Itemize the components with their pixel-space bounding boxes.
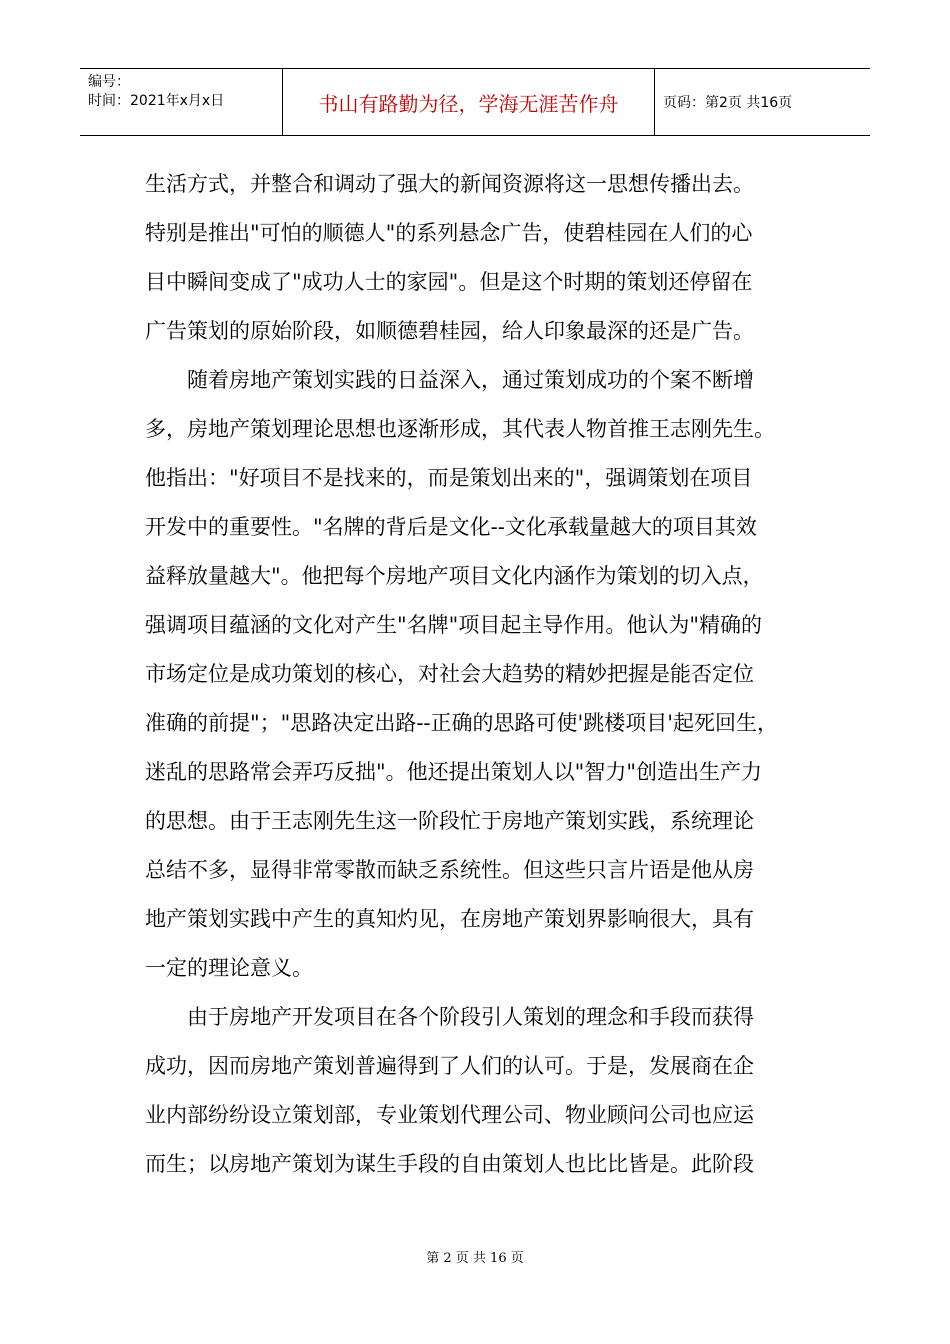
text-line: 总结不多，显得非常零散而缺乏系统性。但这些只言片语是他从房 (145, 858, 754, 882)
text-line: 的思想。由于王志刚先生这一阶段忙于房地产策划实践，系统理论 (145, 809, 754, 833)
header-meta (80, 69, 283, 135)
page-footer: 第 2 页 共 16 页 (426, 1251, 524, 1266)
text-line: 迷乱的思路常会弄巧反拙"。他还提出策划人以"智力"创造出生产力 (145, 760, 762, 784)
time-label: 时间：2021年x月x日 (88, 93, 225, 109)
text-line: 市场定位是成功策划的核心，对社会大趋势的精妙把握是能否定位 (145, 662, 754, 686)
text-line: 成功，因而房地产策划普遍得到了人们的认可。于是，发展商在企 (145, 1054, 754, 1078)
number-label: 编号： (88, 74, 130, 90)
text-line: 而生；以房地产策划为谋生手段的自由策划人也比比皆是。此阶段 (145, 1152, 754, 1176)
text-line: 强调项目蕴涵的文化对产生"名牌"项目起主导作用。他认为"精确的 (145, 613, 762, 637)
text-line: 益释放量越大"。他把每个房地产项目文化内涵作为策划的切入点， (145, 564, 764, 588)
text-line: 随着房地产策划实践的日益深入，通过策划成功的个案不断增 (145, 368, 754, 392)
text-line: 开发中的重要性。"名牌的背后是文化--文化承载量越大的项目其效 (145, 515, 757, 539)
text-line: 业内部纷纷设立策划部，专业策划代理公司、物业顾问公司也应运 (145, 1103, 754, 1127)
text-line: 广告策划的原始阶段，如顺德碧桂园，给人印象最深的还是广告。 (145, 319, 754, 343)
header-motto: 书山有路勤为径，学海无涯苦作舟 (283, 69, 655, 135)
document-header (80, 68, 870, 136)
text-line: 由于房地产开发项目在各个阶段引人策划的理念和手段而获得 (145, 1005, 754, 1029)
text-line: 准确的前提"；"思路决定出路--正确的思路可使'跳楼项目'起死回生， (145, 711, 779, 735)
body-text (145, 160, 815, 1189)
text-line: 他指出："好项目不是找来的，而是策划出来的"，强调策划在项目 (145, 466, 753, 490)
text-line: 目中瞬间变成了"成功人士的家园"。但是这个时期的策划还停留在 (145, 270, 753, 294)
text-line: 一定的理论意义。 (145, 956, 313, 980)
text-line: 生活方式，并整合和调动了强大的新闻资源将这一思想传播出去。 (145, 172, 754, 196)
text-line: 地产策划实践中产生的真知灼见，在房地产策划界影响很大，具有 (145, 907, 754, 931)
header-page-info: 页码：第2页 共16页 (663, 95, 793, 111)
text-line: 多，房地产策划理论思想也逐渐形成，其代表人物首推王志刚先生。 (145, 417, 775, 441)
text-line: 特别是推出"可怕的顺德人"的系列悬念广告，使碧桂园在人们的心 (145, 221, 753, 245)
